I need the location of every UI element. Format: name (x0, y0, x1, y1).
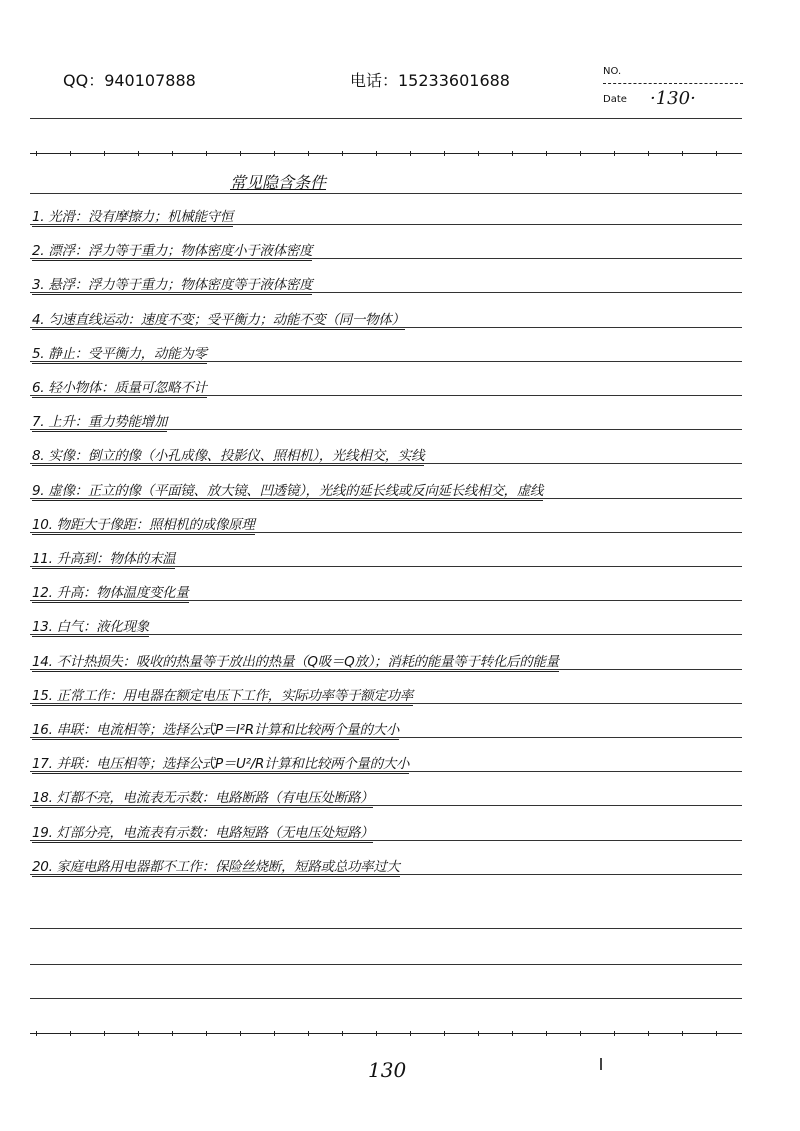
ruler-tick (648, 151, 649, 156)
ruled-line (30, 703, 742, 704)
page-number: 130 (368, 1058, 407, 1082)
ruler-tick (342, 1031, 343, 1036)
date-value: ·130· (650, 88, 696, 109)
ruler-tick (308, 1031, 309, 1036)
ruled-line (30, 429, 742, 430)
ruler-tick (648, 1031, 649, 1036)
content-line (32, 273, 312, 293)
ruler-tick (614, 1031, 615, 1036)
ruled-line (30, 928, 742, 929)
content-line (32, 752, 409, 772)
content-line (32, 547, 175, 567)
ruled-line (30, 395, 742, 396)
content-line (32, 479, 543, 499)
content-line-text: 2. 漂浮：浮力等于重力；物体密度小于液体密度 (32, 243, 313, 260)
ruler-tick (70, 151, 71, 156)
ruler-tick (546, 151, 547, 156)
ruler-tick (240, 151, 241, 156)
content-line-text: 18. 灯都不亮，电流表无示数：电路断路（有电压处断路） (32, 790, 374, 807)
ruler-tick (580, 1031, 581, 1036)
ruled-line (30, 998, 742, 999)
ruler-tick (342, 151, 343, 156)
content-line-text: 8. 实像：倒立的像（小孔成像、投影仪、照相机），光线相交，实线 (32, 448, 425, 465)
content-line (32, 650, 559, 670)
ruled-line (30, 874, 742, 875)
content-line-text: 16. 串联：电流相等；选择公式P＝I²R计算和比较两个量的大小 (32, 722, 400, 738)
content-line (32, 410, 167, 430)
ruler-tick (478, 151, 479, 156)
ruler-tick (172, 151, 173, 156)
page-title: 常见隐含条件 (230, 173, 327, 192)
top-ruler-line (30, 153, 742, 154)
ruler-tick (478, 1031, 479, 1036)
content-line-text: 9. 虚像：正立的像（平面镜、放大镜、凹透镜），光线的延长线或反向延长线相交，虚线 (32, 482, 544, 499)
content-line-text: 4. 匀速直线运动：速度不变；受平衡力；动能不变（同一物体） (32, 311, 405, 328)
content-line-text: 12. 升高：物体温度变化量 (32, 585, 189, 602)
bottom-ruler-line (30, 1033, 742, 1034)
ruled-line (30, 498, 742, 499)
content-line (32, 376, 207, 396)
ruler-tick (410, 1031, 411, 1036)
ruler-tick (104, 1031, 105, 1036)
ruler-tick (274, 1031, 275, 1036)
ruled-line (30, 224, 742, 225)
ruler-tick (546, 1031, 547, 1036)
ruler-tick (308, 151, 309, 156)
content-line-text: 14. 不计热损失：吸收的热量等于放出的热量（Q吸＝Q放）；消耗的能量等于转化后的能量 (32, 653, 559, 670)
content-line (32, 342, 207, 362)
ruler-tick (682, 151, 683, 156)
ruled-line (30, 840, 742, 841)
content-line-text: 20. 家庭电路用电器都不工作：保险丝烧断，短路或总功率过大 (32, 858, 400, 875)
content-line-text: 10. 物距大于像距：照相机的成像原理 (32, 516, 255, 533)
content-line-text: 17. 并联：电压相等；选择公式P＝U²/R计算和比较两个量的大小 (32, 756, 410, 773)
content-line (32, 684, 413, 704)
ruled-line (30, 532, 742, 533)
content-line-text: 7. 上升：重力势能增加 (32, 414, 168, 431)
ruler-tick (716, 1031, 717, 1036)
ruler-tick (512, 151, 513, 156)
content-line-text: 15. 正常工作：用电器在额定电压下工作，实际功率等于额定功率 (32, 687, 413, 704)
ruled-line (30, 771, 742, 772)
ruled-line (30, 327, 742, 328)
phone-contact: 电话：15233601688 (350, 71, 510, 90)
content-line (32, 581, 189, 601)
ruler-tick (376, 1031, 377, 1036)
no-dotted-line (603, 83, 743, 84)
ruler-tick (410, 151, 411, 156)
ruler-tick (172, 1031, 173, 1036)
content-line (32, 821, 373, 841)
ruler-tick (614, 151, 615, 156)
ruler-tick (444, 1031, 445, 1036)
ruler-tick (70, 1031, 71, 1036)
page-mark (600, 1058, 602, 1070)
ruled-line (30, 463, 742, 464)
content-line-text: 1. 光滑：没有摩擦力；机械能守恒 (32, 209, 234, 225)
ruler-tick (274, 151, 275, 156)
ruler-tick (104, 151, 105, 156)
no-label: NO. (603, 66, 622, 77)
content-line (32, 615, 149, 635)
ruled-line (30, 566, 742, 567)
ruled-line (30, 361, 742, 362)
content-line (32, 718, 399, 738)
ruler-tick (138, 1031, 139, 1036)
ruler-tick (206, 151, 207, 156)
header-rule (30, 118, 742, 119)
ruled-line (30, 600, 742, 601)
ruler-tick (716, 151, 717, 156)
ruler-tick (240, 1031, 241, 1036)
ruled-line (30, 292, 742, 293)
ruled-line (30, 805, 742, 806)
ruler-tick (376, 151, 377, 156)
ruler-tick (682, 1031, 683, 1036)
content-line-text: 19. 灯部分亮，电流表有示数：电路短路（无电压处短路） (32, 824, 374, 841)
ruler-tick (206, 1031, 207, 1036)
ruler-tick (512, 1031, 513, 1036)
date-label: Date (603, 94, 627, 105)
content-line-text: 5. 静止：受平衡力，动能为零 (32, 345, 207, 362)
ruled-line (30, 669, 742, 670)
content-line-text: 6. 轻小物体：质量可忽略不计 (32, 380, 207, 396)
content-line (32, 513, 255, 533)
content-line-text: 11. 升高到：物体的末温 (32, 551, 176, 567)
content-line (32, 855, 400, 875)
content-line (32, 205, 233, 225)
ruler-tick (444, 151, 445, 156)
content-line (32, 239, 312, 259)
content-line (32, 444, 424, 464)
ruled-line (30, 634, 742, 635)
ruled-line (30, 193, 742, 194)
ruled-line (30, 964, 742, 965)
ruler-tick (36, 1031, 37, 1036)
ruled-line (30, 737, 742, 738)
qq-contact: QQ：940107888 (63, 71, 196, 90)
content-line (32, 786, 373, 806)
ruled-line (30, 258, 742, 259)
ruler-tick (36, 151, 37, 156)
content-line-text: 3. 悬浮：浮力等于重力；物体密度等于液体密度 (32, 277, 313, 294)
content-line-text: 13. 白气：液化现象 (32, 619, 149, 636)
ruler-tick (138, 151, 139, 156)
content-line (32, 308, 405, 328)
ruler-tick (580, 151, 581, 156)
